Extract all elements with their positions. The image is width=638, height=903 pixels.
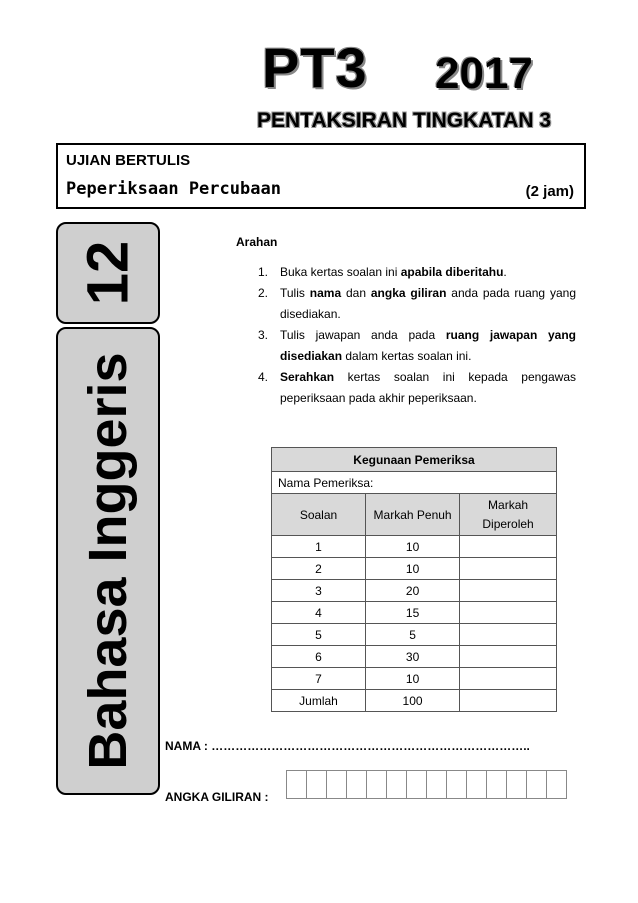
digit-box[interactable] [486,770,507,799]
subject-box [56,327,160,795]
digit-box[interactable] [526,770,547,799]
digit-box[interactable] [446,770,467,799]
instruction-item: 2. Tulis nama dan angka giliran anda pada ruang yang disediakan. [258,286,576,321]
exam-info-box [56,143,586,209]
digit-box[interactable] [306,770,327,799]
instructions-heading: Arahan [236,235,278,249]
instructions-list [258,262,576,409]
candidate-number-boxes[interactable] [286,770,566,799]
subject-name: Bahasa Inggeris [78,352,138,770]
digit-box[interactable] [466,770,487,799]
col-header-markah-diperoleh: Markah Diperoleh [460,494,557,536]
candidate-number-label: ANGKA GILIRAN : [165,790,269,804]
marks-obtained-cell[interactable] [460,580,557,602]
digit-box[interactable] [346,770,367,799]
digit-box[interactable] [426,770,447,799]
marks-obtained-cell[interactable] [460,690,557,712]
table-row: 6 30 [272,646,557,668]
table-row: 1 10 [272,536,557,558]
marks-obtained-cell[interactable] [460,668,557,690]
col-header-soalan: Soalan [272,494,366,536]
marks-obtained-cell[interactable] [460,646,557,668]
instruction-item: 3. Tulis jawapan anda pada ruang jawapan yang disediakan dalam kertas soalan ini. [258,328,577,363]
paper-code-box [56,222,160,324]
paper-code: 12 [75,240,141,306]
examiner-marks-table [271,447,557,712]
digit-box[interactable] [506,770,527,799]
instruction-item: 1. Buka kertas soalan ini apabila diberitahu. [258,265,507,279]
candidate-name-field[interactable]: NAMA : …………………………………………………………………….. [165,739,530,753]
assessment-subtitle: PENTAKSIRAN TINGKATAN 3 [257,109,551,132]
col-header-markah-penuh: Markah Penuh [366,494,460,536]
marks-obtained-cell[interactable] [460,624,557,646]
year-text: 2017 [435,49,533,98]
digit-box[interactable] [406,770,427,799]
marks-obtained-cell[interactable] [460,558,557,580]
digit-box[interactable] [286,770,307,799]
marks-obtained-cell[interactable] [460,536,557,558]
instruction-item: 4. Serahkan kertas soalan ini kepada pengawas peperiksaan pada akhir peperiksaan. [258,370,576,405]
digit-box[interactable] [366,770,387,799]
examiner-name-label: Nama Pemeriksa: [272,472,557,494]
exam-duration: (2 jam) [525,183,574,200]
table-row: 7 10 [272,668,557,690]
digit-box[interactable] [546,770,567,799]
digit-box[interactable] [386,770,407,799]
pt3-logo-text: PT3 [262,36,368,99]
table-row: Jumlah 100 [272,690,557,712]
table-row: 2 10 [272,558,557,580]
table-row: 3 20 [272,580,557,602]
table-row: 4 15 [272,602,557,624]
exam-type: UJIAN BERTULIS [66,152,191,169]
exam-title: Peperiksaan Percubaan [66,179,281,199]
marks-obtained-cell[interactable] [460,602,557,624]
table-caption: Kegunaan Pemeriksa [272,448,557,472]
table-row: 5 5 [272,624,557,646]
digit-box[interactable] [326,770,347,799]
